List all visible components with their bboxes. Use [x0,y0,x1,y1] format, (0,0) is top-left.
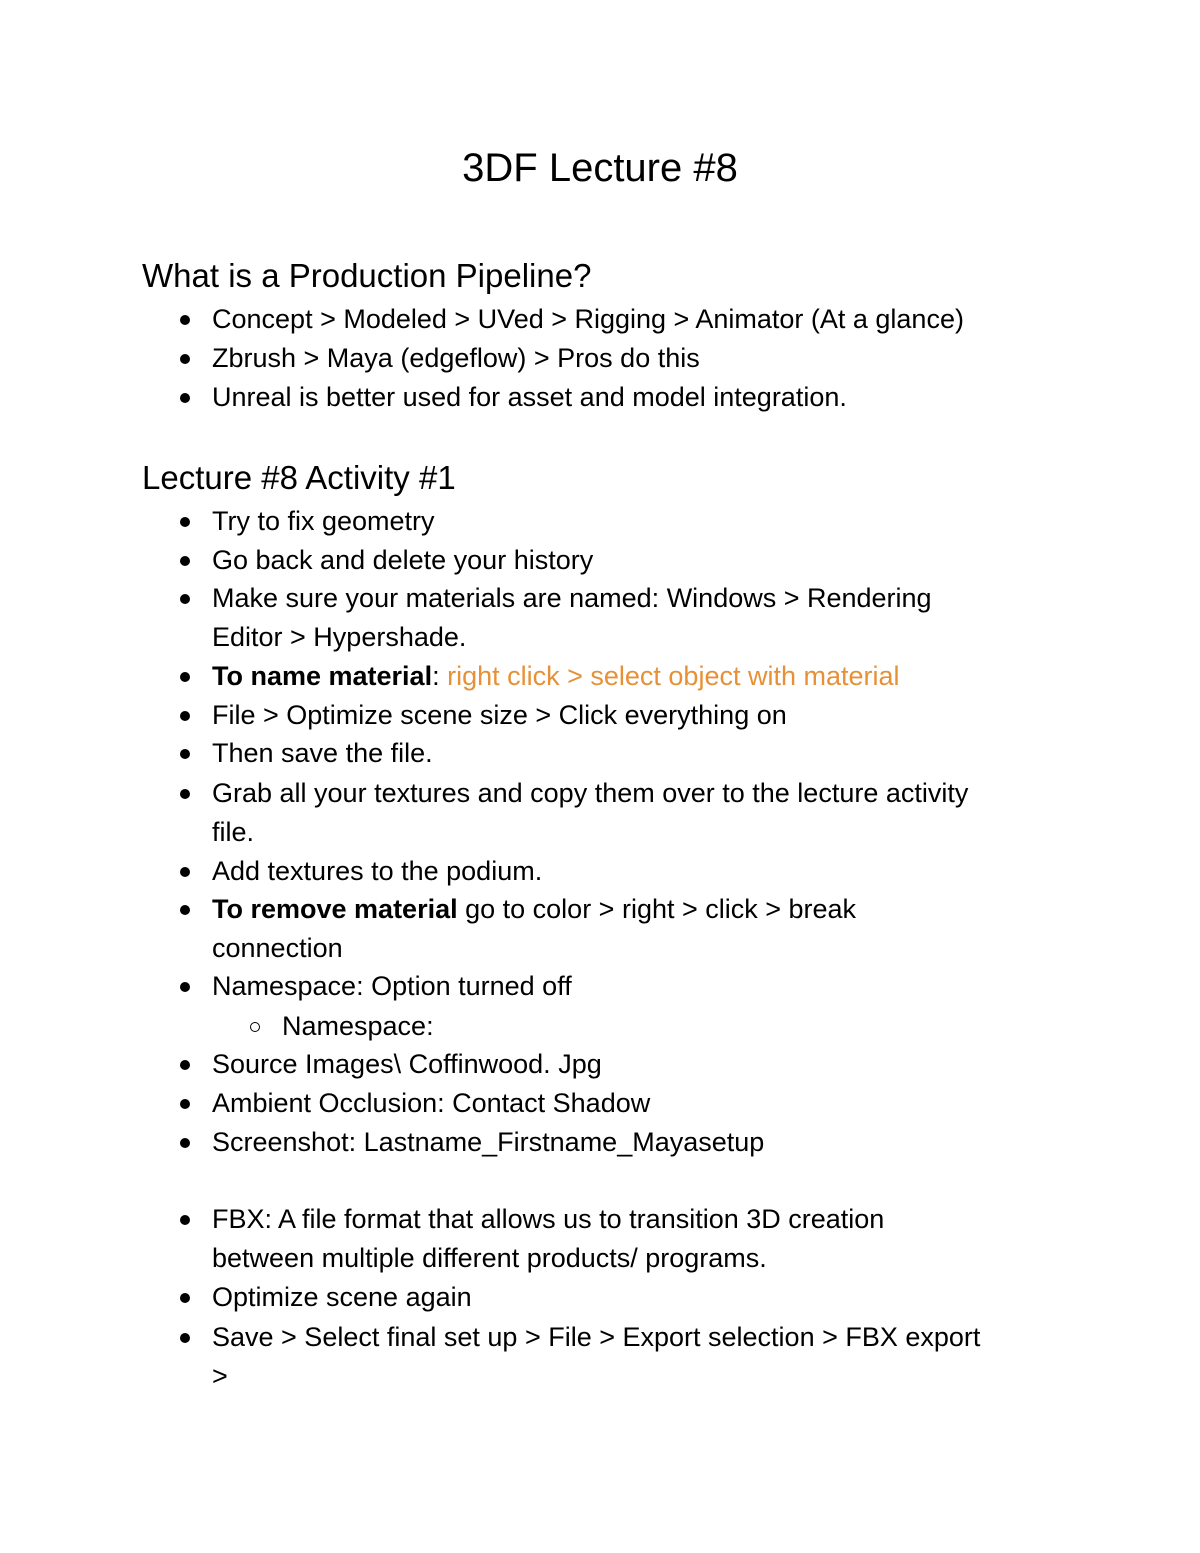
bullet-icon [180,1215,190,1225]
list-item: To remove material go to color > right > click > break connection [212,890,1072,968]
bullet-icon [180,711,190,721]
highlighted-text: right click > select object with material [447,661,900,691]
section-heading-activity: Lecture #8 Activity #1 [142,459,456,496]
list-item: Add textures to the podium. [212,852,1072,891]
bullet-icon [180,556,190,566]
bullet-icon [180,749,190,759]
list-item: FBX: A file format that allows us to transition 3D creation between multiple different products/ programs. [212,1200,1072,1278]
bullet-icon [180,672,190,682]
bullet-icon [180,905,190,915]
bullet-icon [180,1333,190,1343]
bullet-icon [180,315,190,325]
list-item: Optimize scene again [212,1278,1072,1317]
sub-list-item: Namespace: [282,1007,1142,1046]
list-item: Source Images\ Coffinwood. Jpg [212,1045,1072,1084]
bullet-icon [180,393,190,403]
bullet-icon [180,1293,190,1303]
bullet-icon [180,1060,190,1070]
bullet-icon [180,594,190,604]
list-item: Try to fix geometry [212,502,1072,541]
hollow-bullet-icon [250,1022,260,1032]
list-item: Make sure your materials are named: Windows > Rendering Editor > Hypershade. [212,579,1072,657]
list-item: File > Optimize scene size > Click everything on [212,696,1072,735]
bullet-icon [180,1099,190,1109]
bullet-icon [180,789,190,799]
section-heading-pipeline: What is a Production Pipeline? [142,257,592,294]
page-title: 3DF Lecture #8 [462,146,738,190]
bullet-icon [180,867,190,877]
list-item: To name material: right click > select object with material [212,657,1072,696]
list-item: Namespace: Option turned off [212,967,1072,1006]
bullet-icon [180,517,190,527]
list-item: Go back and delete your history [212,541,1072,580]
list-item: Zbrush > Maya (edgeflow) > Pros do this [212,339,1072,378]
bullet-icon [180,982,190,992]
list-item: Unreal is better used for asset and model integration. [212,378,1072,417]
bullet-icon [180,1138,190,1148]
list-item: Save > Select final set up > File > Export selection > FBX export > [212,1318,1072,1396]
list-item: Concept > Modeled > UVed > Rigging > Animator (At a glance) [212,300,1072,339]
bullet-icon [180,354,190,364]
list-item: Then save the file. [212,734,1072,773]
list-item: Grab all your textures and copy them over to the lecture activity file. [212,774,1072,852]
list-item: Ambient Occlusion: Contact Shadow [212,1084,1072,1123]
list-item: Screenshot: Lastname_Firstname_Mayasetup [212,1123,1072,1162]
